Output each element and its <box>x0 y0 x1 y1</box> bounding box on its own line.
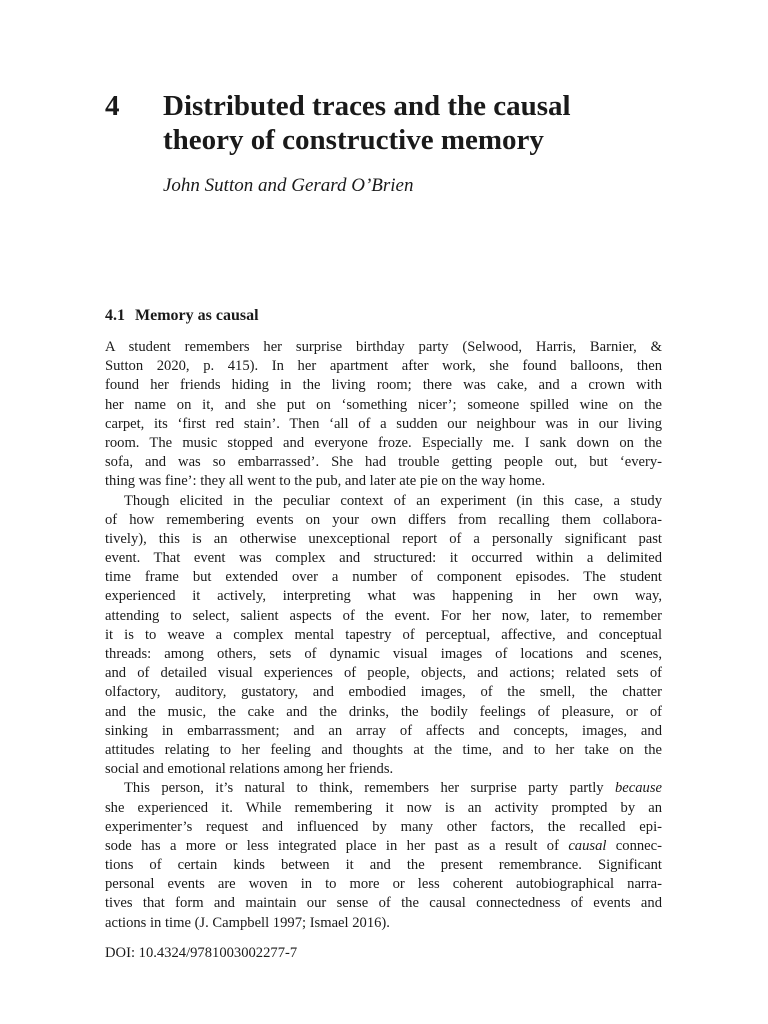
chapter-number: 4 <box>105 90 120 122</box>
text-run: connec- <box>606 837 662 854</box>
text-line: she experienced it. While remembering it now is an activity prompted by an <box>105 799 662 816</box>
text-run: This person, it’s natural to think, remembers her surprise party partly <box>124 780 615 797</box>
emphasis-text: causal <box>568 837 607 854</box>
text-line: time frame but extended over a number of component episodes. The student <box>105 569 662 586</box>
text-line: it is to weave a complex mental tapestry of perceptual, affective, and conceptual <box>105 626 662 643</box>
emphasis-text: because <box>614 780 662 797</box>
text-line: event. That event was complex and structured: it occurred within a delimited <box>105 550 662 567</box>
text-line: social and emotional relations among her friends. <box>105 761 394 778</box>
chapter-title <box>163 89 683 157</box>
text-line <box>105 779 662 798</box>
text-line: A student remembers her surprise birthday party (Selwood, Harris, Barnier, & <box>105 339 662 355</box>
text-line: found her friends hiding in the living room; there was cake, and a crown with <box>105 377 662 394</box>
chapter-authors: John Sutton and Gerard O’Brien <box>163 175 414 196</box>
text-line <box>105 837 662 856</box>
section-heading <box>105 306 259 326</box>
text-line: her name on it, and she put on ‘something nicer’; someone spilled wine on the <box>105 396 662 413</box>
text-line: tives that form and maintain our sense of the causal connectedness of events and <box>105 895 662 912</box>
paragraph <box>105 492 662 780</box>
text-line: experimenter’s request and influenced by many other factors, the recalled epi- <box>105 818 662 835</box>
text-line: olfactory, auditory, gustatory, and embodied images, of the smell, the chatter <box>105 684 662 701</box>
text-line: Though elicited in the peculiar context of an experiment (in this case, a study <box>124 492 662 509</box>
body-text <box>105 338 662 933</box>
text-line: and the music, the cake and the drinks, the bodily feelings of pleasure, or of <box>105 703 662 720</box>
text-line: tively), this is an otherwise unexceptional report of a personally significant past <box>105 530 662 547</box>
text-line: attitudes relating to her feeling and thoughts at the time, and to her take on the <box>105 741 662 758</box>
chapter-title-line: theory of constructive memory <box>163 124 544 156</box>
text-line: sofa, and was so embarrassed’. She had trouble getting people out, but ‘every- <box>105 454 662 471</box>
paragraph <box>105 779 662 933</box>
text-line: attending to select, salient aspects of the event. For her now, later, to remember <box>105 607 662 624</box>
section-number: 4.1 <box>105 307 125 324</box>
text-line: of how remembering events on your own differs from recalling them collabora- <box>105 511 662 528</box>
text-line: Sutton 2020, p. 415). In her apartment after work, she found balloons, then <box>105 358 662 375</box>
chapter-title-line: Distributed traces and the causal <box>163 90 571 122</box>
text-line: experienced it actively, interpreting what was happening in her own way, <box>105 588 662 605</box>
section-title: Memory as causal <box>135 307 259 324</box>
text-line: sinking in embarrassment; and an array of affects and concepts, images, and <box>105 722 662 739</box>
text-line: personal events are woven in to more or less coherent autobiographical narra- <box>105 876 662 893</box>
text-run: sode has a more or less integrated place in her past as a result of <box>105 837 569 854</box>
text-line: actions in time (J. Campbell 1997; Ismael 2016). <box>105 914 390 931</box>
doi-footer: DOI: 10.4324/9781003002277-7 <box>105 945 298 961</box>
text-line: and of detailed visual experiences of people, objects, and actions; related sets of <box>105 665 662 682</box>
text-line: threads: among others, sets of dynamic visual images of locations and scenes, <box>105 646 662 662</box>
text-line: carpet, its ‘first red stain’. Then ‘all of a sudden our neighbour was in our living <box>105 415 662 432</box>
text-line: tions of certain kinds between it and the present remembrance. Significant <box>105 857 662 874</box>
paragraph <box>105 338 662 492</box>
text-line: thing was fine’: they all went to the pub, and later ate pie on the way home. <box>105 473 546 490</box>
text-line: room. The music stopped and everyone froze. Especially me. I sank down on the <box>105 434 662 451</box>
